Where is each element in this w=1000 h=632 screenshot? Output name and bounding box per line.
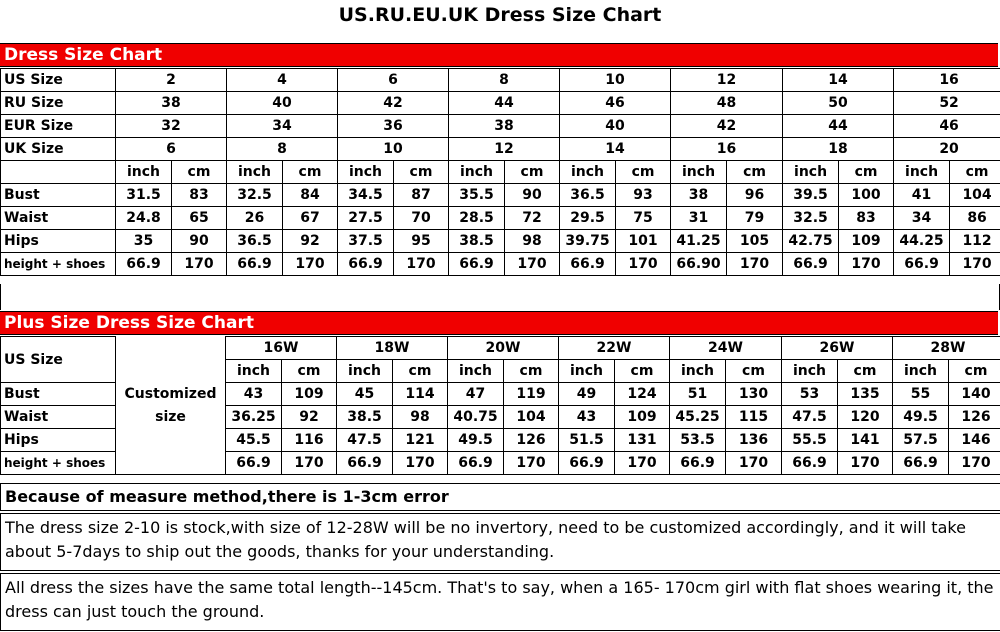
plus-size-value: 18W	[337, 337, 448, 360]
size-row	[1, 69, 1000, 92]
unit-cm: cm	[949, 360, 1000, 383]
measure-row	[1, 253, 1000, 276]
size-value: 8	[449, 69, 560, 92]
size-row	[1, 138, 1000, 161]
plus-size-value: 26W	[782, 337, 893, 360]
size-value: 14	[783, 69, 894, 92]
measure-value: 170	[504, 452, 559, 475]
plus-measure-row	[1, 429, 1000, 452]
measure-value: 66.9	[226, 452, 282, 475]
unit-inch: inch	[560, 161, 616, 184]
measure-value: 55	[893, 383, 949, 406]
measure-value: 36.5	[560, 184, 616, 207]
measure-value: 87	[394, 184, 449, 207]
size-value: 14	[560, 138, 671, 161]
measure-value: 170	[949, 452, 1000, 475]
measure-value: 67	[283, 207, 338, 230]
unit-inch: inch	[116, 161, 172, 184]
measure-value: 135	[838, 383, 893, 406]
size-value: 16	[894, 69, 1000, 92]
measure-value: 66.9	[559, 452, 615, 475]
measure-value: 66.9	[116, 253, 172, 276]
measure-value: 98	[505, 230, 560, 253]
measure-value: 170	[838, 452, 893, 475]
unit-cm: cm	[505, 161, 560, 184]
measure-value: 109	[839, 230, 894, 253]
size-value: 46	[894, 115, 1000, 138]
plus-size-table	[0, 336, 1000, 475]
unit-cm: cm	[726, 360, 782, 383]
measure-label: height + shoes	[1, 452, 116, 475]
unit-cm: cm	[839, 161, 894, 184]
size-value: 32	[116, 115, 227, 138]
measure-value: 95	[394, 230, 449, 253]
page-title: US.RU.EU.UK Dress Size Chart	[338, 4, 662, 26]
measure-value: 96	[727, 184, 783, 207]
measure-value: 27.5	[338, 207, 394, 230]
size-value: 36	[338, 115, 449, 138]
size-value: 38	[449, 115, 560, 138]
measure-value: 83	[172, 184, 227, 207]
plus-size-value: 24W	[670, 337, 782, 360]
measure-value: 83	[839, 207, 894, 230]
measure-value: 32.5	[783, 207, 839, 230]
unit-cm: cm	[615, 360, 670, 383]
measure-value: 41.25	[671, 230, 727, 253]
measure-value: 170	[727, 253, 783, 276]
size-value: 40	[227, 92, 338, 115]
measure-label: height + shoes	[1, 253, 116, 276]
measure-value: 45.25	[670, 406, 726, 429]
error-note: Because of measure method,there is 1-3cm error	[0, 483, 1000, 511]
size-value: 38	[116, 92, 227, 115]
measure-value: 170	[950, 253, 1000, 276]
size-value: 40	[560, 115, 671, 138]
measure-value: 40.75	[448, 406, 504, 429]
measure-value: 53.5	[670, 429, 726, 452]
plus-size-value: 20W	[448, 337, 559, 360]
measure-value: 66.9	[782, 452, 838, 475]
measure-value: 44.25	[894, 230, 950, 253]
measure-value: 109	[615, 406, 670, 429]
measure-value: 28.5	[449, 207, 505, 230]
customized-line-1: Customized	[116, 383, 226, 406]
us-size-label: US Size	[1, 337, 116, 383]
measure-value: 79	[727, 207, 783, 230]
size-value: 8	[227, 138, 338, 161]
measure-value: 170	[394, 253, 449, 276]
size-value: 12	[671, 69, 783, 92]
customized-spacer	[116, 452, 226, 475]
unit-inch: inch	[337, 360, 393, 383]
measure-value: 66.9	[227, 253, 283, 276]
measure-value: 51.5	[559, 429, 615, 452]
measure-value: 38.5	[449, 230, 505, 253]
measure-value: 38.5	[337, 406, 393, 429]
measure-value: 70	[394, 207, 449, 230]
measure-value: 101	[616, 230, 671, 253]
measure-value: 66.9	[893, 452, 949, 475]
measure-value: 26	[227, 207, 283, 230]
size-value: 16	[671, 138, 783, 161]
measure-value: 34.5	[338, 184, 394, 207]
measure-value: 36.25	[226, 406, 282, 429]
measure-value: 39.5	[783, 184, 839, 207]
measure-value: 66.9	[894, 253, 950, 276]
measure-value: 38	[671, 184, 727, 207]
measure-value: 104	[950, 184, 1000, 207]
measure-value: 34	[894, 207, 950, 230]
row-label: EUR Size	[1, 115, 116, 138]
unit-cm: cm	[282, 360, 337, 383]
row-label: US Size	[1, 69, 116, 92]
measure-value: 39.75	[560, 230, 616, 253]
size-value: 46	[560, 92, 671, 115]
measure-value: 35.5	[449, 184, 505, 207]
measure-label: Hips	[1, 429, 116, 452]
measure-value: 109	[282, 383, 337, 406]
size-row	[1, 92, 1000, 115]
measure-value: 31	[671, 207, 727, 230]
measure-value: 86	[950, 207, 1000, 230]
measure-value: 57.5	[893, 429, 949, 452]
unit-cm: cm	[838, 360, 893, 383]
measure-value: 49.5	[448, 429, 504, 452]
measure-value: 114	[393, 383, 448, 406]
measure-value: 35	[116, 230, 172, 253]
unit-inch: inch	[226, 360, 282, 383]
measure-value: 45.5	[226, 429, 282, 452]
measure-value: 41	[894, 184, 950, 207]
measure-value: 66.9	[560, 253, 616, 276]
row-label: RU Size	[1, 92, 116, 115]
measure-value: 47.5	[337, 429, 393, 452]
measure-value: 65	[172, 207, 227, 230]
unit-inch: inch	[670, 360, 726, 383]
plus-measure-row	[1, 383, 1000, 406]
measure-value: 49.5	[893, 406, 949, 429]
stock-note: The dress size 2-10 is stock,with size of 12-28W will be no invertory, need to be customized accordingly, and it will take about 5-7days to ship out the goods, thanks for your understanding.	[0, 513, 1000, 571]
unit-cm: cm	[727, 161, 783, 184]
plus-size-value: 16W	[226, 337, 337, 360]
measure-value: 66.9	[670, 452, 726, 475]
measure-value: 131	[615, 429, 670, 452]
measure-value: 104	[504, 406, 559, 429]
measure-row	[1, 184, 1000, 207]
measure-value: 146	[949, 429, 1000, 452]
size-value: 18	[783, 138, 894, 161]
measure-label: Hips	[1, 230, 116, 253]
section-header-dress-size-chart: Dress Size Chart	[0, 43, 998, 67]
measure-value: 42.75	[783, 230, 839, 253]
measure-value: 170	[283, 253, 338, 276]
measure-value: 136	[726, 429, 782, 452]
measure-value: 98	[393, 406, 448, 429]
measure-value: 31.5	[116, 184, 172, 207]
measure-value: 47	[448, 383, 504, 406]
measure-value: 100	[839, 184, 894, 207]
measure-value: 32.5	[227, 184, 283, 207]
length-note: All dress the sizes have the same total length--145cm. That's to say, when a 165- 170cm girl with flat shoes wearing it, the dress can just touch the ground.	[0, 573, 1000, 631]
unit-cm: cm	[504, 360, 559, 383]
measure-value: 170	[615, 452, 670, 475]
unit-cm: cm	[172, 161, 227, 184]
measure-value: 170	[172, 253, 227, 276]
measure-value: 75	[616, 207, 671, 230]
unit-cm: cm	[950, 161, 1000, 184]
measure-value: 90	[172, 230, 227, 253]
measure-value: 55.5	[782, 429, 838, 452]
measure-value: 170	[839, 253, 894, 276]
plus-size-row	[1, 337, 1000, 360]
size-value: 6	[116, 138, 227, 161]
measure-value: 72	[505, 207, 560, 230]
customized-spacer	[116, 429, 226, 452]
measure-value: 126	[504, 429, 559, 452]
unit-cm: cm	[616, 161, 671, 184]
size-value: 48	[671, 92, 783, 115]
measure-value: 84	[283, 184, 338, 207]
measure-value: 43	[226, 383, 282, 406]
measure-value: 90	[505, 184, 560, 207]
measure-value: 170	[726, 452, 782, 475]
size-value: 4	[227, 69, 338, 92]
measure-value: 66.90	[671, 253, 727, 276]
units-row-label	[1, 161, 116, 184]
measure-value: 105	[727, 230, 783, 253]
units-row	[1, 161, 1000, 184]
measure-label: Bust	[1, 184, 116, 207]
measure-value: 66.9	[783, 253, 839, 276]
measure-value: 51	[670, 383, 726, 406]
measure-value: 170	[616, 253, 671, 276]
unit-inch: inch	[338, 161, 394, 184]
measure-value: 66.9	[449, 253, 505, 276]
size-value: 42	[671, 115, 783, 138]
plus-measure-row	[1, 452, 1000, 475]
measure-value: 49	[559, 383, 615, 406]
measure-value: 119	[504, 383, 559, 406]
measure-value: 66.9	[338, 253, 394, 276]
unit-inch: inch	[893, 360, 949, 383]
measure-value: 47.5	[782, 406, 838, 429]
size-row	[1, 115, 1000, 138]
unit-cm: cm	[283, 161, 338, 184]
customized-line-2: size	[116, 406, 226, 429]
measure-value: 120	[838, 406, 893, 429]
size-value: 12	[449, 138, 560, 161]
plus-size-value: 22W	[559, 337, 670, 360]
measure-value: 29.5	[560, 207, 616, 230]
row-label: UK Size	[1, 138, 116, 161]
size-value: 10	[560, 69, 671, 92]
measure-value: 130	[726, 383, 782, 406]
measure-value: 45	[337, 383, 393, 406]
measure-value: 37.5	[338, 230, 394, 253]
measure-value: 53	[782, 383, 838, 406]
measure-value: 24.8	[116, 207, 172, 230]
section-header-plus-size-chart: Plus Size Dress Size Chart	[0, 311, 998, 335]
unit-cm: cm	[393, 360, 448, 383]
measure-value: 66.9	[448, 452, 504, 475]
size-value: 6	[338, 69, 449, 92]
unit-inch: inch	[449, 161, 505, 184]
plus-measure-row	[1, 406, 1000, 429]
measure-row	[1, 207, 1000, 230]
unit-inch: inch	[559, 360, 615, 383]
measure-value: 92	[283, 230, 338, 253]
measure-value: 66.9	[337, 452, 393, 475]
measure-value: 124	[615, 383, 670, 406]
size-value: 44	[783, 115, 894, 138]
unit-cm: cm	[394, 161, 449, 184]
section-spacer	[0, 284, 1000, 310]
measure-value: 170	[393, 452, 448, 475]
measure-label: Bust	[1, 383, 116, 406]
measure-value: 126	[949, 406, 1000, 429]
size-value: 2	[116, 69, 227, 92]
measure-value: 36.5	[227, 230, 283, 253]
dress-size-table	[0, 68, 1000, 276]
unit-inch: inch	[894, 161, 950, 184]
measure-value: 170	[282, 452, 337, 475]
unit-inch: inch	[782, 360, 838, 383]
size-value: 52	[894, 92, 1000, 115]
unit-inch: inch	[671, 161, 727, 184]
size-value: 10	[338, 138, 449, 161]
size-value: 44	[449, 92, 560, 115]
measure-value: 115	[726, 406, 782, 429]
measure-value: 141	[838, 429, 893, 452]
measure-value: 92	[282, 406, 337, 429]
measure-value: 93	[616, 184, 671, 207]
measure-value: 43	[559, 406, 615, 429]
size-value: 50	[783, 92, 894, 115]
measure-value: 170	[505, 253, 560, 276]
measure-label: Waist	[1, 406, 116, 429]
unit-inch: inch	[227, 161, 283, 184]
unit-inch: inch	[448, 360, 504, 383]
size-value: 34	[227, 115, 338, 138]
measure-row	[1, 230, 1000, 253]
measure-label: Waist	[1, 207, 116, 230]
customized-spacer	[116, 337, 226, 383]
size-value: 20	[894, 138, 1000, 161]
measure-value: 121	[393, 429, 448, 452]
unit-inch: inch	[783, 161, 839, 184]
measure-value: 140	[949, 383, 1000, 406]
measure-value: 112	[950, 230, 1000, 253]
size-value: 42	[338, 92, 449, 115]
measure-value: 116	[282, 429, 337, 452]
plus-size-value: 28W	[893, 337, 1000, 360]
